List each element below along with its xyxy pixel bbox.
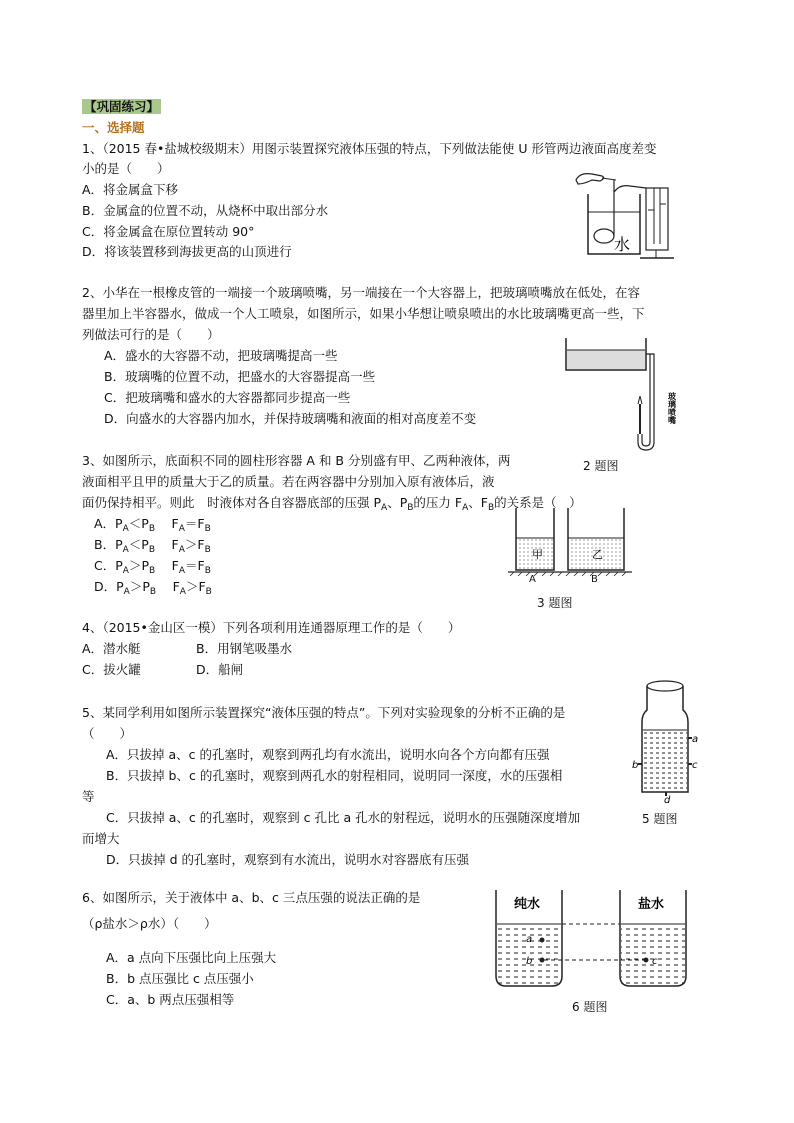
svg-text:水: 水 [614, 237, 631, 254]
q3-option-d: D．$P_A>P_B$ $F_A>F_B$ [94, 579, 212, 597]
svg-text:盐水: 盐水 [638, 897, 665, 912]
svg-text:c: c [652, 956, 658, 967]
q6-caption: 6 题图 [572, 1000, 608, 1014]
svg-text:b: b [632, 760, 639, 771]
q6-stem-line1: 6、如图所示，关于液体中 a、b、c 三点压强的说法正确的是 [82, 890, 421, 905]
svg-text:乙: 乙 [592, 548, 603, 561]
q5-stem-line2: （ ） [82, 726, 133, 741]
q6-option-c: C．a、b 两点压强相等 [106, 992, 235, 1007]
q2-figure [562, 334, 692, 454]
q3-stem-line1: 3、如图所示，底面积不同的圆柱形容器 A 和 B 分别盛有甲、乙两种液体，两 [82, 453, 511, 468]
q4-option-b: B．用钢笔吸墨水 [196, 641, 293, 656]
q3-figure [506, 502, 636, 582]
q5-caption: 5 题图 [642, 812, 678, 826]
q5-option-b1: B．只拔掉 b、c 的孔塞时，观察到两孔水的射程相同，说明同一深度，水的压强相 [106, 768, 563, 783]
svg-text:玻璃喷嘴: 玻璃喷嘴 [667, 392, 677, 424]
q2-caption: 2 题图 [583, 459, 619, 473]
svg-text:a: a [526, 934, 533, 945]
q4-option-c: C．拔火罐 [82, 662, 141, 677]
q5-option-b2: 等 [82, 789, 95, 804]
q2-option-d: D．向盛水的大容器内加水，并保持玻璃嘴和液面的相对高度差不变 [104, 411, 477, 426]
q6-option-a: A．a 点向下压强比向上压强大 [106, 950, 277, 965]
q1-option-c: C．将金属盒在原位置转动 90° [82, 224, 255, 239]
q3-label-b: B [591, 574, 598, 585]
q1-option-a: A．将金属盒下移 [82, 182, 179, 197]
q5-option-c1: C．只拔掉 a、c 的孔塞时，观察到 c 孔比 a 孔水的射程远，说明水的压强随深度增加 [106, 810, 581, 825]
q2-option-a: A．盛水的大容器不动，把玻璃嘴提高一些 [104, 348, 338, 363]
q6-option-b: B．b 点压强比 c 点压强小 [106, 971, 254, 986]
q1-option-d: D．将该装置移到海拔更高的山顶进行 [82, 244, 292, 259]
q3-stem-line2: 液面相平且甲的质量大于乙的质量。若在两容器中分别加入原有液体后，液 [82, 474, 495, 489]
q3-stem-line3: 面仍保持相平。则此 时液体对各自容器底部的压强 $P_A$、$P_B$的压力 $F_A$、$F_B$的关系是（ ） [82, 495, 582, 513]
q2-option-c: C．把玻璃嘴和盛水的大容器都同步提高一些 [104, 390, 351, 405]
q6-stem-line2: （ρ盐水＞ρ水）（ ） [82, 916, 217, 931]
q5-option-d: D．只拔掉 d 的孔塞时，观察到有水流出，说明水对容器底有压强 [106, 852, 470, 867]
q4-option-a: A．潜水艇 [82, 641, 141, 656]
svg-text:a: a [692, 734, 699, 745]
section-title: 一、选择题 [82, 120, 145, 135]
q1-figure [570, 166, 680, 262]
q5-option-c2: 而增大 [82, 831, 120, 846]
q3-option-c: C．$P_A>P_B$ $F_A=F_B$ [94, 558, 211, 576]
q6-figure [490, 884, 690, 994]
q2-stem-line3: 列做法可行的是（ ） [82, 327, 220, 342]
q4-option-d: D．船闸 [196, 662, 244, 677]
q1-stem-line2: 小的是（ ） [82, 161, 170, 176]
q1-option-b: B．金属盒的位置不动，从烧杯中取出部分水 [82, 203, 329, 218]
q2-stem-line1: 2、小华在一根橡皮管的一端接一个玻璃喷嘴，另一端接在一个大容器上，把玻璃喷嘴放在低处，在容 [82, 285, 640, 300]
q3-label-a: A [529, 574, 536, 585]
svg-text:甲: 甲 [532, 548, 543, 561]
q3-option-b: B．$P_A<P_B$ $F_A>F_B$ [94, 537, 211, 555]
svg-text:b: b [526, 956, 533, 967]
svg-text:d: d [664, 795, 671, 804]
q1-stem-line1: 1、（2015 春•盐城校级期末）用图示装置探究液体压强的特点，下列做法能使 U 形管两边液面高度差变 [82, 141, 657, 156]
exercise-header: 【巩固练习】 [84, 99, 160, 114]
q4-stem: 4、（2015•金山区一模）下列各项利用连通器原理工作的是（ ） [82, 620, 461, 635]
q5-stem-line1: 5、某同学利用如图所示装置探究“液体压强的特点”。下列对实验现象的分析不正确的是 [82, 705, 566, 720]
q5-option-a: A．只拔掉 a、c 的孔塞时，观察到两孔均有水流出，说明水向各个方向都有压强 [106, 747, 550, 762]
q2-option-b: B．玻璃嘴的位置不动，把盛水的大容器提高一些 [104, 369, 376, 384]
q3-caption: 3 题图 [537, 596, 573, 610]
svg-text:纯水: 纯水 [514, 897, 541, 912]
q5-figure [632, 676, 702, 804]
q2-stem-line2: 器里加上半容器水，做成一个人工喷泉，如图所示，如果小华想让喷泉喷出的水比玻璃嘴更高一些，下 [82, 306, 645, 321]
svg-text:c: c [692, 760, 698, 771]
q3-option-a: A．$P_A<P_B$ $F_A=F_B$ [94, 516, 211, 534]
